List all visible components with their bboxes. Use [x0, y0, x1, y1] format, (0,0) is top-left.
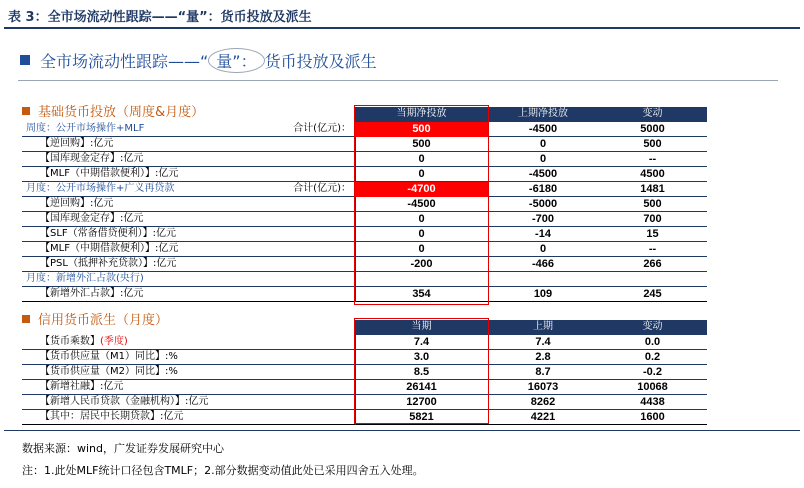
row-label-text: 【PSL（抵押补充贷款）】:亿元 — [40, 258, 177, 269]
square-bullet-icon — [20, 55, 30, 65]
row-label-text: 【新增人民币贷款（金融机构）】:亿元 — [40, 396, 209, 407]
previous-value: -14 — [535, 228, 551, 240]
row-label — [22, 152, 355, 167]
table-row — [22, 242, 707, 257]
change-value: 1600 — [640, 411, 665, 423]
table-row — [22, 257, 707, 272]
footnote: 注：1.此处MLF统计口径包含TMLF；2.部分数据变动值此处已采用四舍五入处理。 — [22, 464, 424, 477]
main-title — [20, 48, 377, 73]
previous-value: 8262 — [530, 396, 556, 408]
previous-value: -4500 — [528, 168, 558, 180]
current-value: 0 — [418, 228, 425, 240]
row-label — [22, 380, 355, 395]
change-value: -- — [648, 243, 657, 255]
current-value: 500 — [412, 138, 431, 150]
caption-divider — [4, 27, 800, 29]
row-label-text: 【逆回购】:亿元 — [40, 198, 114, 209]
current-value: -4500 — [407, 198, 436, 210]
column-header: 当期 — [355, 320, 488, 335]
row-label — [22, 242, 355, 257]
change-value: 4500 — [640, 168, 665, 180]
row-label — [22, 227, 355, 242]
column-header: 上期 — [488, 320, 598, 335]
row-label — [22, 197, 355, 212]
row-label — [22, 212, 355, 227]
table-row — [22, 365, 707, 380]
previous-value: -700 — [531, 213, 555, 225]
section2-title-text: 信用货币派生（月度） — [38, 313, 169, 328]
row-label — [22, 350, 355, 365]
previous-value: 0 — [539, 138, 547, 150]
table-header-row — [22, 107, 707, 122]
previous-value: 4221 — [530, 411, 556, 423]
change-value: 500 — [643, 138, 662, 150]
category-row — [22, 272, 707, 287]
current-value: 7.4 — [413, 336, 430, 348]
category-row — [22, 122, 707, 137]
current-value: -200 — [410, 258, 433, 270]
previous-value: -4500 — [528, 123, 558, 135]
current-value: 0 — [418, 243, 425, 255]
table-row — [22, 167, 707, 182]
table-caption: 表 3：全市场流动性跟踪——“量”：货币投放及派生 — [8, 10, 312, 25]
change-value: 500 — [643, 198, 662, 210]
previous-value — [488, 272, 598, 287]
row-label-text: 【其中：居民中长期贷款】:亿元 — [40, 411, 184, 422]
current-value: 8.5 — [413, 366, 430, 378]
table-row — [22, 380, 707, 395]
table-row — [22, 395, 707, 410]
current-value — [355, 272, 488, 287]
previous-value: -466 — [531, 258, 555, 270]
previous-value: 16073 — [527, 381, 559, 393]
change-value: 0.0 — [644, 336, 661, 348]
change-value: 245 — [643, 288, 662, 300]
previous-value: 109 — [533, 288, 553, 300]
row-label — [22, 335, 355, 350]
data-source-note: 数据来源：wind，广发证券发展研究中心 — [22, 442, 225, 455]
category-row — [22, 182, 707, 197]
change-value: 10068 — [637, 381, 668, 393]
current-value: 0 — [418, 168, 425, 180]
change-value: 1481 — [640, 183, 665, 195]
row-label-text: 周度：公开市场操作+MLF — [26, 123, 145, 134]
table-row — [22, 212, 707, 227]
row-label-text: 【逆回购】:亿元 — [40, 138, 114, 149]
current-value: 26141 — [406, 381, 437, 393]
current-value: 3.0 — [413, 351, 430, 363]
row-label — [22, 167, 355, 182]
current-value: 5821 — [409, 411, 434, 423]
previous-value: 0 — [539, 243, 547, 255]
row-label — [22, 137, 355, 152]
row-label-text: 【国库现金定存】:亿元 — [40, 213, 144, 224]
row-label-text: 【货币乘数】 — [40, 336, 100, 347]
main-title-prefix: 全市场流动性跟踪——“ — [40, 52, 209, 71]
row-label — [22, 410, 355, 425]
change-value: 266 — [643, 258, 662, 270]
previous-value: 8.7 — [535, 366, 551, 378]
change-value: 5000 — [640, 123, 665, 135]
change-value: 15 — [646, 228, 659, 240]
row-label — [22, 287, 355, 302]
row-label-text: 【货币供应量（M1）同比】:% — [40, 351, 178, 362]
row-label-text: 【货币供应量（M2）同比】:% — [40, 366, 178, 377]
column-header: 当期净投放 — [355, 107, 488, 122]
row-label — [22, 272, 355, 287]
current-value: 12700 — [406, 396, 437, 408]
row-label-text: 【SLF（常备借贷便利）】:亿元 — [40, 228, 177, 239]
table-row — [22, 137, 707, 152]
row-label-text: 【MLF（中期借款便利）】:亿元 — [40, 168, 179, 179]
table-row — [22, 287, 707, 302]
previous-value: -6180 — [528, 183, 558, 195]
base-money-table — [22, 107, 707, 302]
row-label-text: 月度：新增外汇占款(央行) — [26, 273, 144, 284]
row-total-label: 合计(亿元)： — [293, 183, 351, 194]
previous-value: 0 — [539, 153, 547, 165]
change-value: -0.2 — [643, 366, 662, 378]
table-row — [22, 197, 707, 212]
previous-value: 7.4 — [535, 336, 551, 348]
change-value — [598, 272, 707, 287]
main-title-circled-word: 量”： — [208, 48, 264, 73]
change-value: 4438 — [640, 396, 665, 408]
section1-title-text: 基础货币投放（周度&月度） — [38, 105, 205, 120]
title-divider — [18, 80, 778, 81]
table-row — [22, 152, 707, 167]
change-value: 700 — [643, 213, 662, 225]
column-header: 变动 — [598, 107, 707, 122]
previous-value: 2.8 — [535, 351, 551, 363]
previous-value: -5000 — [528, 198, 558, 210]
row-label — [22, 257, 355, 272]
column-header: 上期净投放 — [488, 107, 598, 122]
table-row — [22, 410, 707, 425]
current-value: 0 — [418, 213, 425, 225]
table-header-row — [22, 320, 707, 335]
row-label-text: 【新增外汇占款】:亿元 — [40, 288, 144, 299]
table-row — [22, 227, 707, 242]
row-label-text: 【国库现金定存】:亿元 — [40, 153, 144, 164]
current-value: 354 — [412, 288, 431, 300]
row-total-label: 合计(亿元)： — [293, 123, 351, 134]
current-value: -4700 — [355, 182, 488, 197]
change-value: 0.2 — [644, 351, 661, 363]
current-value: 500 — [355, 122, 488, 137]
current-value: 0 — [418, 153, 425, 165]
main-title-suffix: 货币投放及派生 — [264, 52, 377, 71]
row-label-text: 【新增社融】:亿元 — [40, 381, 124, 392]
change-value: -- — [648, 153, 657, 165]
table-row — [22, 335, 707, 350]
row-label-qualifier: (季度) — [100, 336, 128, 347]
credit-money-table — [22, 320, 707, 425]
row-label-text: 【MLF（中期借款便利）】:亿元 — [40, 243, 179, 254]
table-row — [22, 350, 707, 365]
row-label — [22, 365, 355, 380]
row-label — [22, 395, 355, 410]
row-label-text: 月度：公开市场操作+广义再贷款 — [26, 183, 175, 194]
footer-divider — [4, 430, 800, 431]
column-header: 变动 — [598, 320, 707, 335]
